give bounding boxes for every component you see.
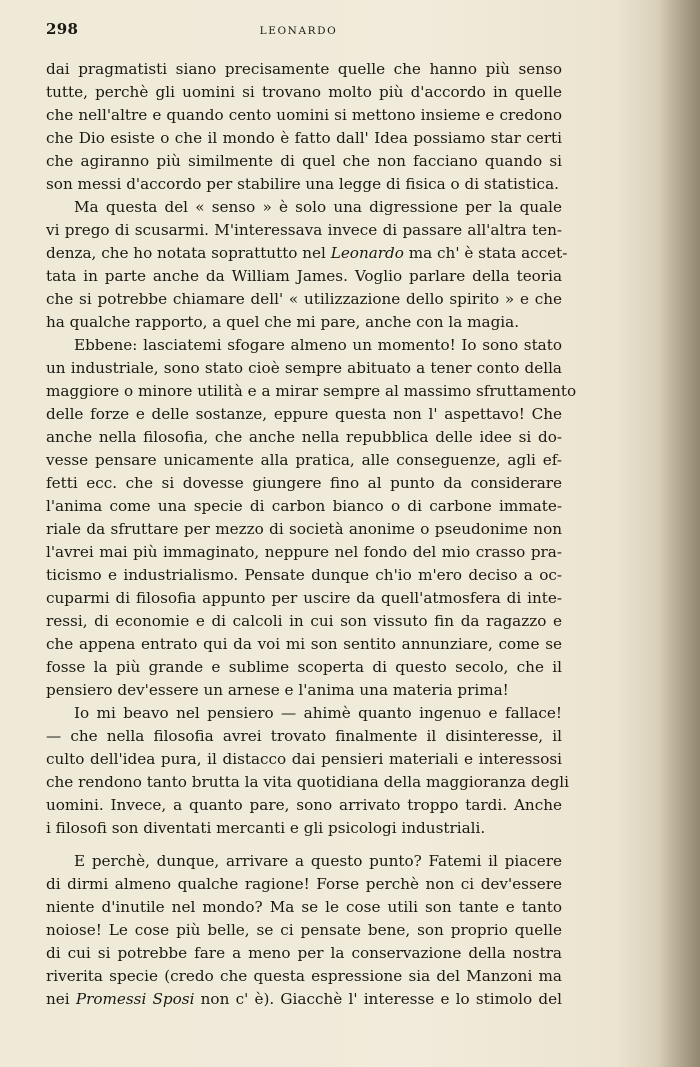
text-segment: denza, che ho notata soprattutto nel [46,244,331,262]
text-line [46,403,562,426]
text-segment: di cui si potrebbe fare a meno per la conservazione della nostra [46,944,562,962]
text-line [46,896,562,919]
text-segment: non c' è). Giacchè l' interesse e lo stimolo del [194,990,562,1008]
text-segment: niente d'inutile nel mondo? Ma se le cose utili son tante e tanto [46,898,562,916]
text-line [46,656,562,679]
text-segment: ressi, di economie e di calcoli in cui son vissuto fin da ragazzo e [46,612,562,630]
text-segment: l'avrei mai più immaginato, neppure nel fondo del mio crasso pra- [46,543,562,561]
body-text [46,58,577,1011]
text-line [46,449,562,472]
text-segment: vi prego di scusarmi. M'interessava invece di passare all'altra ten- [46,221,562,239]
paragraph [46,850,562,1011]
text-line [46,196,562,219]
text-segment: fosse la più grande e sublime scoperta di questo secolo, che il [46,658,562,676]
text-segment: tata in parte anche da William James. Voglio parlare della teoria [46,267,562,285]
page-number: 298 [46,20,79,38]
text-line [46,988,562,1011]
running-head: LEONARDO [259,25,338,37]
text-segment: che rendono tanto brutta la vita quotidiana della maggioranza degli [46,773,570,791]
text-line [46,104,562,127]
text-segment: di dirmi almeno qualche ragione! Forse perchè non ci dev'essere [46,875,562,893]
text-segment: che agiranno più similmente di quel che non facciano quando si [46,152,562,170]
text-line [46,965,562,988]
text-line [46,334,562,357]
text-line [46,817,562,840]
text-segment: noiose! Le cose più belle, se ci pensate bene, son proprio quelle [46,921,562,939]
text-segment: Ma questa del « senso » è solo una digressione per la quale [74,198,562,216]
paragraph [46,702,570,840]
text-line [46,541,562,564]
text-segment: son messi d'accordo per stabilire una legge di fisica o di statistica. [46,175,559,193]
text-line [46,942,562,965]
text-segment: che nell'altre e quando cento uomini si mettono insieme e credono [46,106,562,124]
text-segment: che si potrebbe chiamare dell' « utilizzazione dello spirito » e che [46,290,562,308]
text-line [46,472,562,495]
text-line [46,771,570,794]
text-line [46,633,562,656]
text-segment: uomini. Invece, a quanto pare, sono arrivato troppo tardi. Anche [46,796,562,814]
text-line [46,127,562,150]
page-gutter-shadow [658,0,700,1067]
text-line [46,679,562,702]
text-segment: delle forze e delle sostanze, eppure questa non l' aspettavo! Che [46,405,562,423]
text-segment: Ebbene: lasciatemi sfogare almeno un momento! Io sono stato [74,336,562,354]
text-line [46,587,562,610]
text-line [46,794,562,817]
text-line [46,357,562,380]
text-segment: pensiero dev'essere un arnese e l'anima una materia prima! [46,681,509,699]
text-segment: — che nella filosofia avrei trovato finalmente il disinteresse, il [46,727,562,745]
text-line [46,242,568,265]
paragraph [46,196,568,334]
text-segment: ha qualche rapporto, a quel che mi pare, anche con la magia. [46,313,520,331]
text-line [46,81,562,104]
text-segment: anche nella filosofia, che anche nella repubblica delle idee si do- [46,428,562,446]
text-line [46,311,562,334]
page-header [46,20,551,44]
text-line [46,58,562,81]
text-segment: un industriale, sono stato cioè sempre abituato a tener conto della [46,359,562,377]
text-line [46,426,562,449]
text-line [46,173,562,196]
text-segment: tutte, perchè gli uomini si trovano molto più d'accordo in quelle [46,83,562,101]
text-segment: E perchè, dunque, arrivare a questo punto? Fatemi il piacere [74,852,562,870]
text-segment: culto dell'idea pura, il distacco dai pensieri materiali e interessosi [46,750,562,768]
text-line [46,610,562,633]
italic-title: Promessi Sposi [75,990,195,1008]
text-line [46,495,562,518]
text-segment: che appena entrato qui da voi mi son sentito annunziare, come se [46,635,562,653]
text-segment: l'anima come una specie di carbon bianco o di carbone immate- [46,497,562,515]
text-line [46,380,577,403]
text-line [46,150,562,173]
text-line [46,219,562,242]
text-line [46,873,562,896]
text-segment: cuparmi di filosofia appunto per uscire da quell'atmosfera di inte- [46,589,562,607]
paragraph [46,58,562,196]
text-segment: che Dio esiste o che il mondo è fatto dall' Idea possiamo star certi [46,129,562,147]
text-line [46,702,562,725]
text-line [46,265,562,288]
text-line [46,748,562,771]
text-line [46,919,562,942]
text-segment: ma ch' è stata accet- [403,244,568,262]
text-segment: nei [46,990,76,1008]
text-segment: ticismo e industrialismo. Pensate dunque ch'io m'ero deciso a oc- [46,566,562,584]
text-segment: dai pragmatisti siano precisamente quelle che hanno più senso [46,60,562,78]
italic-title: Leonardo [330,244,404,262]
text-line [46,850,562,873]
text-segment: fetti ecc. che si dovesse giungere fino al punto da considerare [46,474,562,492]
text-segment: maggiore o minore utilità e a mirar sempre al massimo sfruttamento [46,382,577,400]
text-line [46,518,562,541]
paragraph [46,334,577,702]
text-segment: i filosofi son diventati mercanti e gli psicologi industriali. [46,819,486,837]
text-segment: Io mi beavo nel pensiero — ahimè quanto ingenuo e fallace! [74,704,562,722]
text-segment: riverita specie (credo che questa espressione sia del Manzoni ma [46,967,562,985]
text-line [46,288,562,311]
text-segment: vesse pensare unicamente alla pratica, alle conseguenze, agli ef- [46,451,562,469]
text-segment: riale da sfruttare per mezzo di società anonime o pseudonime non [46,520,562,538]
text-line [46,725,562,748]
text-line [46,564,562,587]
